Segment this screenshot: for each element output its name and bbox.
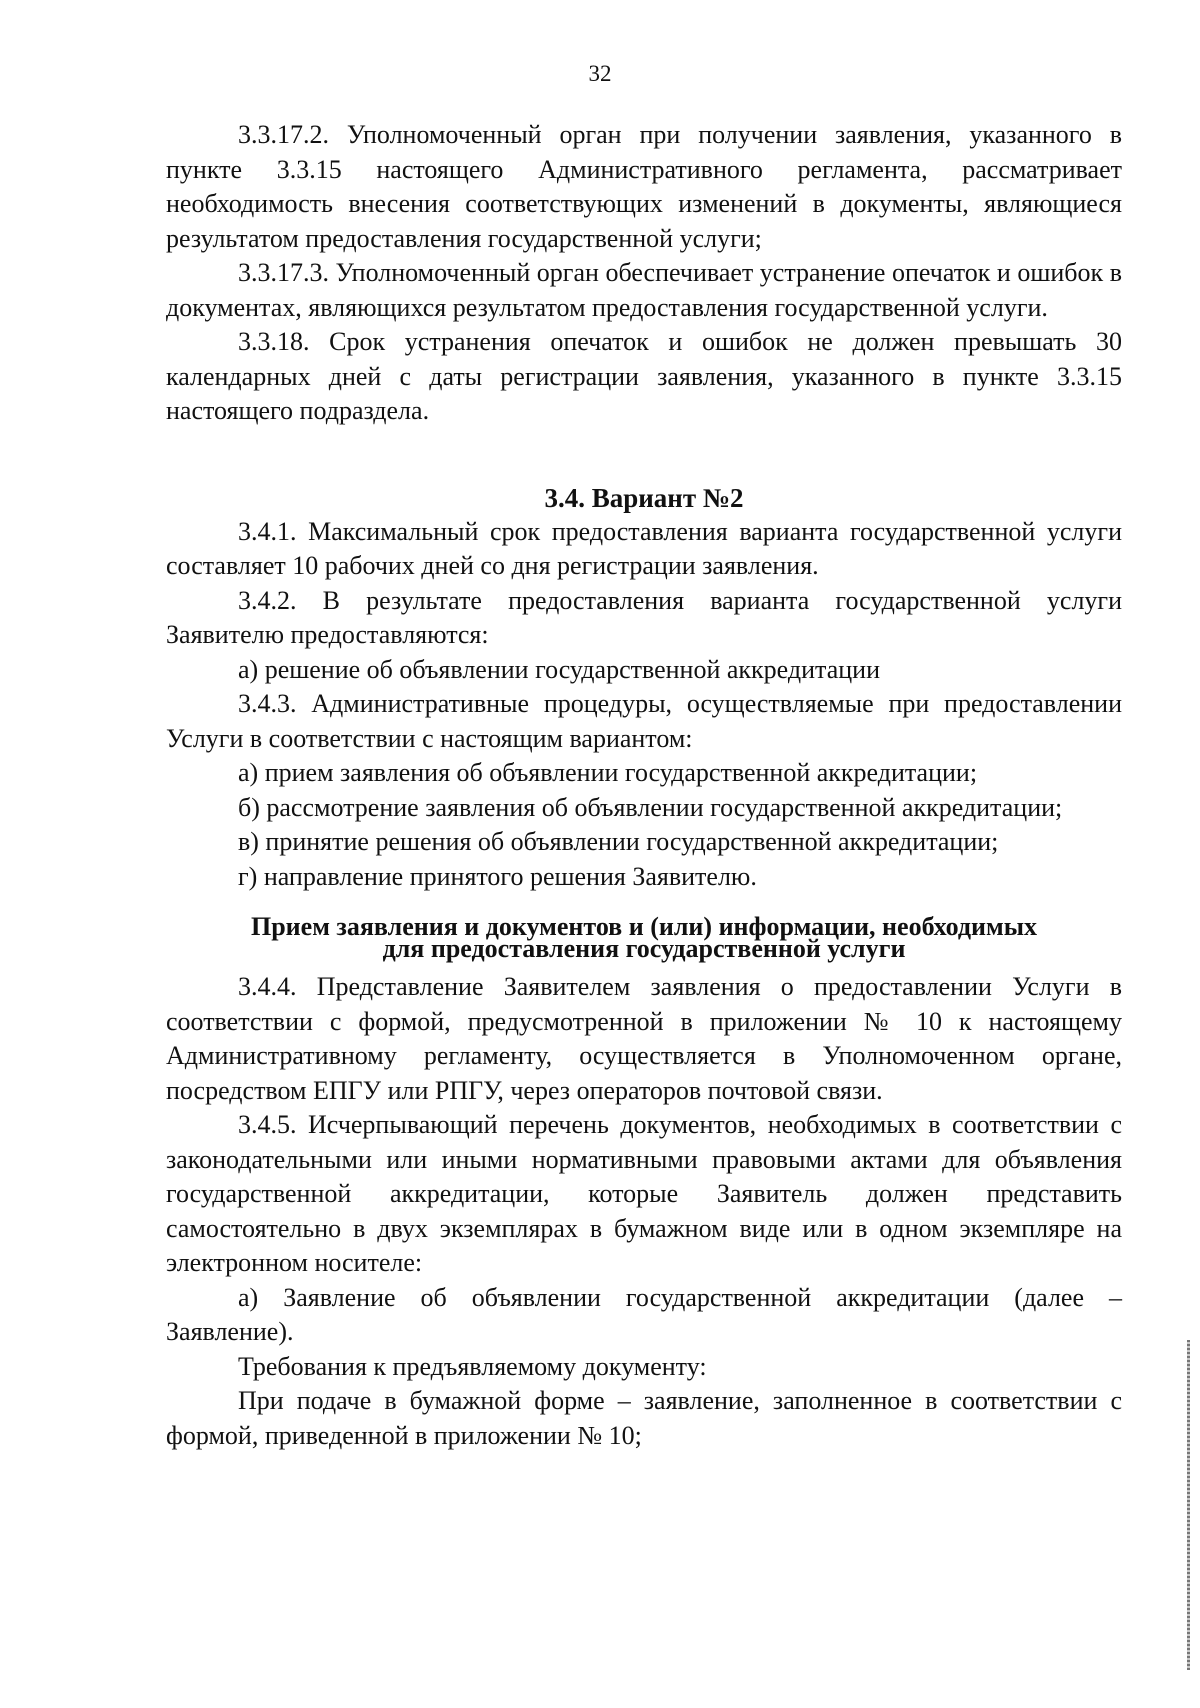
list-item-procedure-d: г) направление принятого решения Заявителю. <box>238 861 757 891</box>
list-item-procedure-a: а) прием заявления об объявлении государственной аккредитации; <box>238 758 978 787</box>
section-heading: 3.4. Вариант №2 <box>544 482 744 513</box>
scan-edge-mark <box>1187 1340 1190 1670</box>
subsection-heading-line-1: Прием заявления и документов и (или) информации, необходимых <box>250 912 1037 941</box>
page-number: 32 <box>588 61 612 86</box>
paragraph-3-4-5: 3.4.5. Исчерпывающий перечень документов, необходимых в соответствии с законодательными или иными нормативными правовыми актами для объявления государственной аккредитации, которые Заявитель должен представить самостоятельно в двух экземплярах в бумажном виде или в одном экземпляре на электронном носителе: <box>166 1110 1122 1277</box>
document-body <box>166 118 1122 1453</box>
paragraph-3-4-2: 3.4.2. В результате предоставления варианта государственной услуги Заявителю предоставляются: <box>166 585 1122 649</box>
paragraph-3-3-17-3: 3.3.17.3. Уполномоченный орган обеспечивает устранение опечаток и ошибок в документах, являющихся результатом предоставления государственной услуги. <box>166 258 1122 322</box>
paragraph-requirements: Требования к предъявляемому документу: <box>238 1351 707 1381</box>
paragraph-3-3-18: 3.3.18. Срок устранения опечаток и ошибок не должен превышать 30 календарных дней с даты регистрации заявления, указанного в пункте 3.3.15 настоящего подраздела. <box>166 327 1122 425</box>
paragraph-paper-form: При подаче в бумажной форме – заявление, заполненное в соответствии с формой, приведенной в приложении № 10; <box>166 1386 1122 1450</box>
list-item-result-a: а) решение об объявлении государственной аккредитации <box>238 654 880 684</box>
list-item-procedure-c: в) принятие решения об объявлении государственной аккредитации; <box>238 827 999 856</box>
paragraph-3-4-3: 3.4.3. Административные процедуры, осуществляемые при предоставлении Услуги в соответствии с настоящим вариантом: <box>166 689 1122 753</box>
paragraph-3-4-4: 3.4.4. Представление Заявителем заявления о предоставлении Услуги в соответствии с формой, предусмотренной в приложении № 10 к настоящему Административному регламенту, осуществляется в Уполномоченном органе, посредством ЕПГУ или РПГУ, через операторов почтовой связи. <box>166 972 1122 1105</box>
paragraph-3-3-17-2: 3.3.17.2. Уполномоченный орган при получении заявления, указанного в пункте 3.3.15 настоящего Административного регламента, рассматривает необходимость внесения соответствующих изменений в документы, являющиеся результатом предоставления государственной услуги; <box>166 120 1122 253</box>
section-spacer <box>166 429 1122 481</box>
subsection-heading-line-2: для предоставления государственной услуги <box>382 934 906 963</box>
paragraph-3-4-1: 3.4.1. Максимальный срок предоставления варианта государственной услуги составляет 10 рабочих дней со дня регистрации заявления. <box>166 516 1122 580</box>
list-item-procedure-b: б) рассмотрение заявления об объявлении государственной аккредитации; <box>238 792 1063 822</box>
list-item-document-a: а) Заявление об объявлении государственной аккредитации (далее – Заявление). <box>166 1282 1122 1346</box>
